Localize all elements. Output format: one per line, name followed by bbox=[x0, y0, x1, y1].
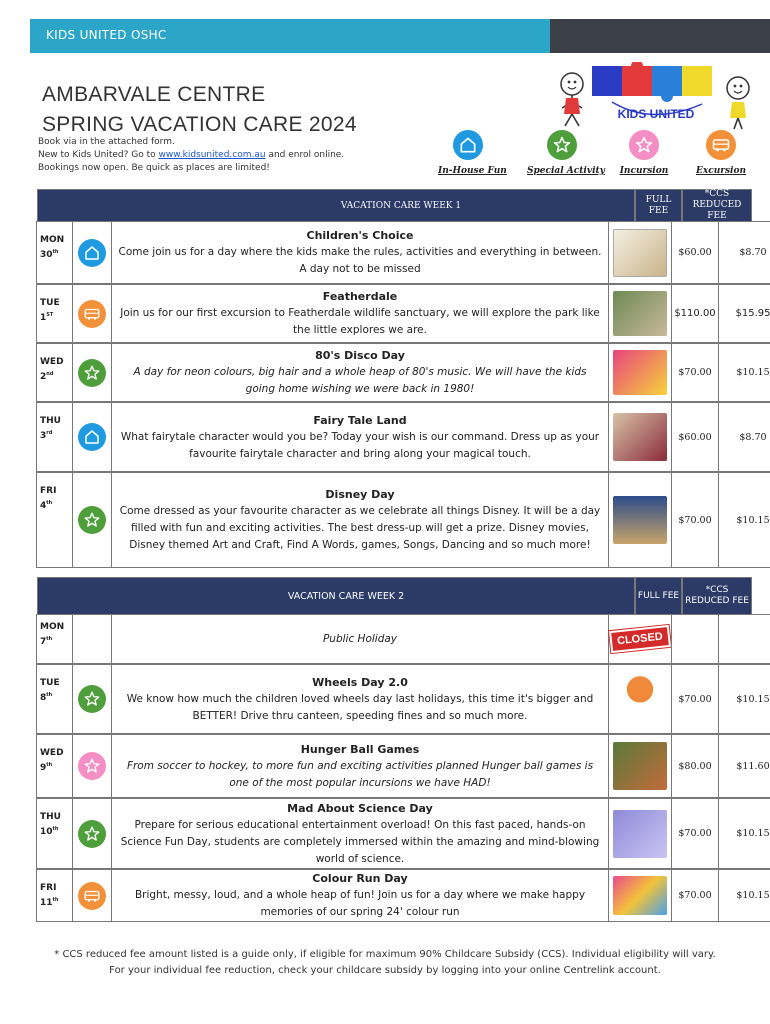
star-icon bbox=[78, 752, 106, 780]
activity-description bbox=[111, 472, 609, 568]
activity-title: Mad About Science Day bbox=[287, 801, 433, 815]
activity-body: What fairytale character would you be? Today your wish is our command. Dress up as your favourite fairytale character and bring along your magical touch. bbox=[120, 430, 600, 460]
activity-title: Wheels Day 2.0 bbox=[312, 675, 408, 689]
star-icon bbox=[547, 130, 577, 160]
org-name: KIDS UNITED OSHC bbox=[46, 28, 167, 42]
intro-line-2-suffix: and enrol online. bbox=[265, 150, 345, 160]
activity-description bbox=[111, 798, 609, 869]
activity-image bbox=[613, 229, 667, 277]
table-row bbox=[37, 344, 770, 403]
logo-text: KIDS UNITED bbox=[617, 107, 695, 121]
star-icon bbox=[78, 685, 106, 713]
full-fee: $80.00 bbox=[671, 734, 719, 798]
public-holiday-row bbox=[37, 615, 752, 665]
full-fee: $70.00 bbox=[671, 798, 719, 869]
activity-title: Hunger Ball Games bbox=[300, 742, 420, 756]
website-link[interactable]: www.kidsunited.com.au bbox=[158, 150, 266, 160]
ccs-fee: $8.70 bbox=[718, 221, 770, 284]
day-cell: TUE 8th bbox=[36, 664, 73, 734]
full-fee: $70.00 bbox=[671, 869, 719, 922]
bus-icon bbox=[78, 300, 106, 328]
legend-label: In-House Fun bbox=[438, 166, 507, 176]
activity-description bbox=[111, 734, 609, 798]
activity-title: Fairy Tale Land bbox=[313, 413, 407, 427]
full-fee: $60.00 bbox=[671, 402, 719, 472]
week-2-heading-cell bbox=[37, 577, 635, 615]
activity-image bbox=[613, 350, 667, 395]
full-fee-header: FULL FEE bbox=[635, 577, 682, 615]
legend-in-house bbox=[438, 130, 507, 176]
activity-body: Come dressed as your favourite character as we celebrate all things Disney. It will be a day filled with fun and exciting activities. The best dress-up will get a prize. Disney movies, Disney themed Art and Craft, Find A Words, games, Songs, Dancing and so much more! bbox=[119, 505, 601, 551]
day-cell: MON 30th bbox=[36, 221, 73, 284]
day-cell: TUE 1ST bbox=[36, 284, 73, 343]
kids-united-logo bbox=[552, 62, 770, 130]
activity-description bbox=[111, 402, 609, 472]
full-fee: $110.00 bbox=[671, 284, 719, 343]
table-row bbox=[37, 735, 770, 799]
table-row bbox=[37, 799, 770, 870]
page-title bbox=[42, 80, 357, 140]
top-banner bbox=[30, 19, 550, 53]
bus-icon bbox=[706, 130, 736, 160]
table-row bbox=[37, 473, 770, 569]
footer-line-1: * CCS reduced fee amount listed is a guide only, if eligible for maximum 90% Childcare Subsidy (CCS). Individual eligibility will vary. bbox=[54, 949, 716, 960]
full-fee: $70.00 bbox=[671, 664, 719, 734]
activity-title: Children's Choice bbox=[306, 229, 414, 242]
day-cell: THU 10th bbox=[36, 798, 73, 869]
activity-description bbox=[111, 343, 609, 402]
intro-line-1: Book via in the attached form. bbox=[38, 137, 175, 147]
legend-special-activity bbox=[527, 130, 605, 176]
day-cell: WED 9th bbox=[36, 734, 73, 798]
activity-body: Join us for our first excursion to Featherdale wildlife sanctuary, we will explore the park like the little explores we are. bbox=[120, 307, 600, 336]
week-1-heading: VACATION CARE WEEK 1 bbox=[340, 201, 462, 211]
day-cell: FRI 11th bbox=[36, 869, 73, 922]
activity-body: Prepare for serious educational entertainment overload! On this fast paced, hands-on Science Fun Day, students are completely immersed within the amazing and mind-blowing world of science. bbox=[120, 818, 600, 865]
activity-body: From soccer to hockey, to more fun and exciting activities planned Hunger ball games is one of the most popular incursions we have HAD! bbox=[126, 759, 594, 789]
ccs-fee: $10.15 bbox=[718, 343, 770, 402]
ccs-fee-header: *CCS REDUCED FEE bbox=[682, 189, 752, 222]
day-cell: THU 3rd bbox=[36, 402, 73, 472]
bus-icon bbox=[78, 882, 106, 910]
week-1-heading-cell bbox=[37, 189, 635, 222]
full-fee-header: FULL FEE bbox=[635, 189, 682, 222]
star-icon bbox=[78, 506, 106, 534]
closed-sign: CLOSED bbox=[609, 625, 671, 653]
day-cell: MON 7th bbox=[36, 614, 73, 664]
intro-text bbox=[38, 136, 344, 175]
activity-title: 80's Disco Day bbox=[315, 349, 405, 362]
activity-description bbox=[111, 284, 609, 343]
table-row bbox=[37, 665, 770, 735]
ccs-fee: $10.15 bbox=[718, 664, 770, 734]
ccs-fee: $8.70 bbox=[718, 402, 770, 472]
week-1-fee-headers bbox=[635, 189, 752, 222]
intro-line-2-prefix: New to Kids United? Go to bbox=[38, 150, 159, 160]
activity-body: Come join us for a day where the kids make the rules, activities and everything in between. A day not to be missed bbox=[118, 246, 602, 275]
top-banner-dark bbox=[550, 19, 770, 53]
activity-body: A day for neon colours, big hair and a whole heap of 80's music. We will have the kids going home wishing we were back in 1980! bbox=[133, 366, 587, 395]
activity-title: Disney Day bbox=[325, 488, 395, 501]
ccs-fee: $10.15 bbox=[718, 869, 770, 922]
table-row bbox=[37, 285, 770, 344]
star-icon bbox=[629, 130, 659, 160]
activity-body: We know how much the children loved wheels day last holidays, this time it's bigger and BETTER! Drive thru canteen, speeding fines and so much more. bbox=[126, 692, 594, 722]
table-row bbox=[37, 870, 770, 923]
table-row bbox=[37, 222, 767, 285]
house-icon bbox=[78, 239, 106, 267]
legend-label: Excursion bbox=[695, 166, 747, 176]
activity-image bbox=[613, 413, 667, 461]
week-2-fee-headers bbox=[635, 577, 752, 615]
intro-line-3: Bookings now open. Be quick as places are limited! bbox=[38, 163, 270, 173]
activity-description bbox=[111, 664, 609, 734]
day-cell: WED 2nd bbox=[36, 343, 73, 402]
ccs-fee: $10.15 bbox=[718, 472, 770, 568]
full-fee: $70.00 bbox=[671, 343, 719, 402]
intro-line-2 bbox=[38, 149, 344, 162]
table-row bbox=[37, 403, 767, 473]
footer-line-2: For your individual fee reduction, check your childcare subsidy by logging into your online Centrelink account. bbox=[109, 965, 661, 976]
ccs-fee: $11.60 bbox=[718, 734, 770, 798]
activity-image bbox=[613, 675, 667, 723]
ccs-fee: $15.95 bbox=[718, 284, 770, 343]
activity-description bbox=[111, 869, 609, 922]
activity-image bbox=[613, 810, 667, 858]
full-fee: $70.00 bbox=[671, 472, 719, 568]
title-line-1: AMBARVALE CENTRE bbox=[42, 83, 266, 106]
activity-title: Featherdale bbox=[322, 290, 398, 303]
public-holiday-text: Public Holiday bbox=[111, 614, 609, 664]
activity-image bbox=[613, 291, 667, 336]
star-icon bbox=[78, 359, 106, 387]
legend-incursion bbox=[616, 130, 672, 176]
house-icon bbox=[78, 423, 106, 451]
star-icon bbox=[78, 820, 106, 848]
activity-title: Colour Run Day bbox=[312, 872, 408, 885]
full-fee: $60.00 bbox=[671, 221, 719, 284]
legend-label: Special Activity bbox=[527, 166, 605, 176]
legend-excursion bbox=[692, 130, 750, 176]
house-icon bbox=[453, 130, 483, 160]
title-line-2: SPRING VACATION CARE 2024 bbox=[42, 113, 357, 136]
week-2-heading: VACATION CARE WEEK 2 bbox=[287, 591, 405, 602]
activity-image bbox=[613, 876, 667, 915]
day-cell: FRI 4th bbox=[36, 472, 73, 568]
activity-image bbox=[613, 742, 667, 790]
legend-label: Incursion bbox=[619, 166, 669, 176]
activity-image bbox=[613, 496, 667, 544]
activity-description bbox=[111, 221, 609, 284]
footer-note bbox=[0, 947, 770, 979]
activity-body: Bright, messy, loud, and a whole heap of fun! Join us for a day where we make happy memories of our spring 24' colour run bbox=[134, 889, 586, 918]
ccs-fee-header: *CCS REDUCED FEE bbox=[682, 577, 752, 615]
ccs-fee: $10.15 bbox=[718, 798, 770, 869]
